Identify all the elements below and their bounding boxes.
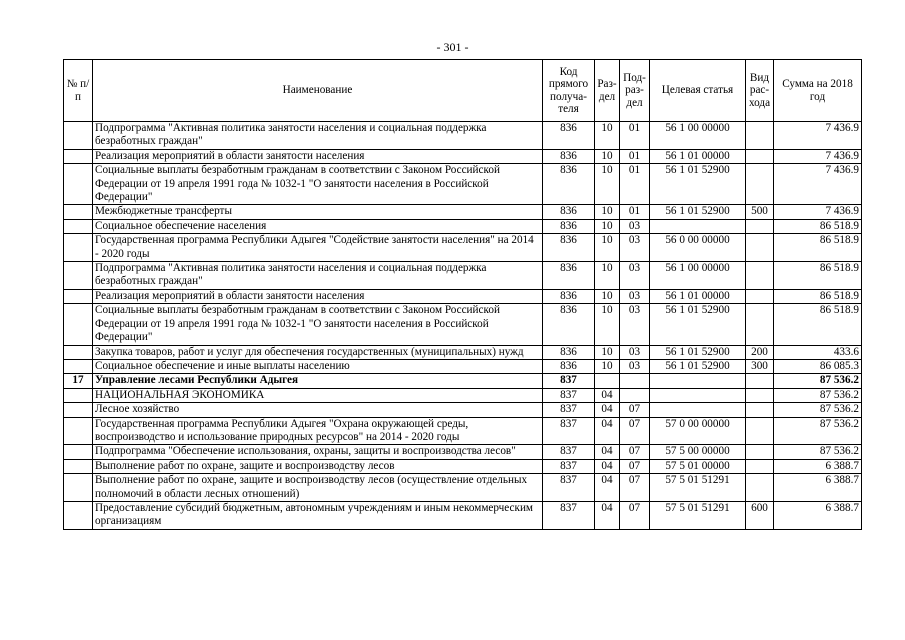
budget-table bbox=[63, 59, 862, 530]
row-target: 57 0 00 00000 bbox=[650, 417, 746, 445]
row-code: 837 bbox=[543, 501, 595, 529]
table-row bbox=[64, 219, 862, 233]
row-subsection: 07 bbox=[620, 417, 650, 445]
row-num bbox=[64, 164, 93, 205]
row-expense-type: 300 bbox=[746, 359, 774, 373]
row-target: 56 1 01 52900 bbox=[650, 304, 746, 345]
row-subsection bbox=[620, 388, 650, 402]
row-target: 56 1 01 52900 bbox=[650, 359, 746, 373]
row-expense-type bbox=[746, 459, 774, 473]
table-row bbox=[64, 122, 862, 150]
row-section: 04 bbox=[595, 474, 620, 502]
row-subsection: 03 bbox=[620, 219, 650, 233]
row-name: Реализация мероприятий в области занятости населения bbox=[93, 149, 543, 163]
row-expense-type bbox=[746, 445, 774, 459]
row-name: Лесное хозяйство bbox=[93, 403, 543, 417]
row-target: 56 0 00 00000 bbox=[650, 234, 746, 262]
row-code: 836 bbox=[543, 122, 595, 150]
row-amount: 7 436.9 bbox=[774, 205, 862, 219]
row-section: 10 bbox=[595, 122, 620, 150]
row-name: Выполнение работ по охране, защите и воспроизводству лесов bbox=[93, 459, 543, 473]
row-name: Подпрограмма "Активная политика занятости населения и социальная поддержка безработных граждан" bbox=[93, 122, 543, 150]
row-name: Закупка товаров, работ и услуг для обеспечения государственных (муниципальных) нужд bbox=[93, 345, 543, 359]
row-section: 10 bbox=[595, 219, 620, 233]
row-name: Подпрограмма "Обеспечение использования, охраны, защиты и воспроизводства лесов" bbox=[93, 445, 543, 459]
row-amount: 86 085.3 bbox=[774, 359, 862, 373]
row-num bbox=[64, 501, 93, 529]
row-code: 837 bbox=[543, 374, 595, 388]
table-row bbox=[64, 262, 862, 290]
row-subsection: 03 bbox=[620, 289, 650, 303]
table-row bbox=[64, 234, 862, 262]
row-subsection: 07 bbox=[620, 501, 650, 529]
row-code: 837 bbox=[543, 459, 595, 473]
row-amount: 87 536.2 bbox=[774, 403, 862, 417]
row-num bbox=[64, 234, 93, 262]
page-number: - 301 - bbox=[436, 40, 469, 54]
row-section: 04 bbox=[595, 459, 620, 473]
row-num bbox=[64, 403, 93, 417]
row-target: 56 1 00 00000 bbox=[650, 262, 746, 290]
row-subsection: 01 bbox=[620, 122, 650, 150]
row-expense-type bbox=[746, 122, 774, 150]
row-subsection: 03 bbox=[620, 359, 650, 373]
row-subsection: 07 bbox=[620, 459, 650, 473]
row-code: 836 bbox=[543, 289, 595, 303]
row-expense-type bbox=[746, 164, 774, 205]
row-code: 836 bbox=[543, 359, 595, 373]
row-num bbox=[64, 445, 93, 459]
row-amount: 87 536.2 bbox=[774, 374, 862, 388]
row-section: 04 bbox=[595, 403, 620, 417]
row-code: 837 bbox=[543, 474, 595, 502]
table-row bbox=[64, 501, 862, 529]
row-code: 836 bbox=[543, 219, 595, 233]
row-target: 57 5 00 00000 bbox=[650, 445, 746, 459]
row-name: Государственная программа Республики Адыгея "Охрана окружающей среды, воспроизводство и использование природных ресурсов" на 2014 - 2020 годы bbox=[93, 417, 543, 445]
row-code: 836 bbox=[543, 262, 595, 290]
row-target bbox=[650, 388, 746, 402]
row-name: Подпрограмма "Активная политика занятости населения и социальная поддержка безработных граждан" bbox=[93, 262, 543, 290]
row-code: 836 bbox=[543, 304, 595, 345]
row-section: 10 bbox=[595, 164, 620, 205]
row-subsection: 07 bbox=[620, 445, 650, 459]
table-body bbox=[64, 122, 862, 530]
row-subsection: 03 bbox=[620, 234, 650, 262]
row-amount: 7 436.9 bbox=[774, 149, 862, 163]
row-num bbox=[64, 359, 93, 373]
header-target: Целевая статья bbox=[650, 60, 746, 122]
row-section: 10 bbox=[595, 359, 620, 373]
row-target: 56 1 01 00000 bbox=[650, 289, 746, 303]
header-name: Наименование bbox=[93, 60, 543, 122]
row-target bbox=[650, 219, 746, 233]
row-subsection: 01 bbox=[620, 205, 650, 219]
row-target bbox=[650, 374, 746, 388]
row-expense-type bbox=[746, 403, 774, 417]
table-row bbox=[64, 388, 862, 402]
row-expense-type: 500 bbox=[746, 205, 774, 219]
row-amount: 86 518.9 bbox=[774, 234, 862, 262]
row-amount: 87 536.2 bbox=[774, 445, 862, 459]
row-num bbox=[64, 149, 93, 163]
row-name: Социальное обеспечение населения bbox=[93, 219, 543, 233]
row-code: 836 bbox=[543, 345, 595, 359]
row-subsection: 07 bbox=[620, 474, 650, 502]
row-num bbox=[64, 304, 93, 345]
table-row bbox=[64, 374, 862, 388]
row-code: 837 bbox=[543, 403, 595, 417]
row-name: Государственная программа Республики Адыгея "Содействие занятости населения" на 2014 - 2020 годы bbox=[93, 234, 543, 262]
row-section: 04 bbox=[595, 445, 620, 459]
header-section: Раз-дел bbox=[595, 60, 620, 122]
row-expense-type bbox=[746, 417, 774, 445]
row-amount: 7 436.9 bbox=[774, 122, 862, 150]
row-target: 56 1 01 52900 bbox=[650, 164, 746, 205]
row-section: 10 bbox=[595, 234, 620, 262]
row-num: 17 bbox=[64, 374, 93, 388]
row-expense-type bbox=[746, 289, 774, 303]
row-expense-type bbox=[746, 474, 774, 502]
header-expense-type: Вид рас-хода bbox=[746, 60, 774, 122]
row-name: Выполнение работ по охране, защите и воспроизводству лесов (осуществление отдельных полномочий в области лесных отношений) bbox=[93, 474, 543, 502]
row-name: Межбюджетные трансферты bbox=[93, 205, 543, 219]
table-row bbox=[64, 149, 862, 163]
row-subsection bbox=[620, 374, 650, 388]
row-amount: 6 388.7 bbox=[774, 501, 862, 529]
row-num bbox=[64, 219, 93, 233]
row-amount: 6 388.7 bbox=[774, 459, 862, 473]
header-subsection: Под-раз-дел bbox=[620, 60, 650, 122]
row-num bbox=[64, 345, 93, 359]
row-section: 10 bbox=[595, 149, 620, 163]
row-amount: 7 436.9 bbox=[774, 164, 862, 205]
row-target: 57 5 01 00000 bbox=[650, 459, 746, 473]
table-row bbox=[64, 304, 862, 345]
row-amount: 86 518.9 bbox=[774, 304, 862, 345]
row-amount: 86 518.9 bbox=[774, 289, 862, 303]
row-num bbox=[64, 205, 93, 219]
row-code: 837 bbox=[543, 445, 595, 459]
row-name: Реализация мероприятий в области занятости населения bbox=[93, 289, 543, 303]
row-section: 04 bbox=[595, 388, 620, 402]
table-row bbox=[64, 445, 862, 459]
row-expense-type bbox=[746, 234, 774, 262]
table-row bbox=[64, 205, 862, 219]
row-section: 10 bbox=[595, 262, 620, 290]
row-num bbox=[64, 388, 93, 402]
row-name: Социальные выплаты безработным гражданам в соответствии с Законом Российской Федерации от 19 апреля 1991 года № 1032-1 "О занятости населения в Российской Федерации" bbox=[93, 164, 543, 205]
row-section: 04 bbox=[595, 501, 620, 529]
row-expense-type bbox=[746, 388, 774, 402]
table-row bbox=[64, 417, 862, 445]
row-num bbox=[64, 474, 93, 502]
row-name: НАЦИОНАЛЬНАЯ ЭКОНОМИКА bbox=[93, 388, 543, 402]
row-expense-type bbox=[746, 219, 774, 233]
row-expense-type bbox=[746, 262, 774, 290]
table-header-row bbox=[64, 60, 862, 122]
table-row bbox=[64, 359, 862, 373]
row-expense-type bbox=[746, 304, 774, 345]
row-target: 56 1 01 52900 bbox=[650, 345, 746, 359]
row-name: Социальное обеспечение и иные выплаты населению bbox=[93, 359, 543, 373]
row-amount: 433.6 bbox=[774, 345, 862, 359]
row-subsection: 07 bbox=[620, 403, 650, 417]
row-subsection: 03 bbox=[620, 304, 650, 345]
header-num: № п/п bbox=[64, 60, 93, 122]
row-num bbox=[64, 289, 93, 303]
row-amount: 87 536.2 bbox=[774, 388, 862, 402]
row-code: 836 bbox=[543, 164, 595, 205]
table-row bbox=[64, 403, 862, 417]
row-code: 837 bbox=[543, 388, 595, 402]
row-section bbox=[595, 374, 620, 388]
row-code: 836 bbox=[543, 149, 595, 163]
row-amount: 86 518.9 bbox=[774, 219, 862, 233]
row-subsection: 03 bbox=[620, 262, 650, 290]
row-target bbox=[650, 403, 746, 417]
table-row bbox=[64, 459, 862, 473]
row-name: Социальные выплаты безработным гражданам в соответствии с Законом Российской Федерации от 19 апреля 1991 года № 1032-1 "О занятости населения в Российской Федерации" bbox=[93, 304, 543, 345]
row-expense-type: 200 bbox=[746, 345, 774, 359]
row-target: 56 1 01 52900 bbox=[650, 205, 746, 219]
row-section: 10 bbox=[595, 289, 620, 303]
row-name: Предоставление субсидий бюджетным, автономным учреждениям и иным некоммерческим организациям bbox=[93, 501, 543, 529]
row-code: 836 bbox=[543, 234, 595, 262]
header-amount: Сумма на 2018 год bbox=[774, 60, 862, 122]
row-section: 10 bbox=[595, 345, 620, 359]
row-subsection: 03 bbox=[620, 345, 650, 359]
table-row bbox=[64, 474, 862, 502]
row-name: Управление лесами Республики Адыгея bbox=[93, 374, 543, 388]
row-subsection: 01 bbox=[620, 164, 650, 205]
row-target: 56 1 01 00000 bbox=[650, 149, 746, 163]
row-num bbox=[64, 459, 93, 473]
row-amount: 87 536.2 bbox=[774, 417, 862, 445]
row-code: 837 bbox=[543, 417, 595, 445]
row-expense-type: 600 bbox=[746, 501, 774, 529]
row-num bbox=[64, 417, 93, 445]
row-target: 57 5 01 51291 bbox=[650, 474, 746, 502]
row-num bbox=[64, 262, 93, 290]
row-num bbox=[64, 122, 93, 150]
row-amount: 86 518.9 bbox=[774, 262, 862, 290]
row-target: 56 1 00 00000 bbox=[650, 122, 746, 150]
row-target: 57 5 01 51291 bbox=[650, 501, 746, 529]
row-code: 836 bbox=[543, 205, 595, 219]
row-section: 10 bbox=[595, 304, 620, 345]
row-section: 10 bbox=[595, 205, 620, 219]
table-row bbox=[64, 164, 862, 205]
row-amount: 6 388.7 bbox=[774, 474, 862, 502]
row-expense-type bbox=[746, 149, 774, 163]
row-expense-type bbox=[746, 374, 774, 388]
row-subsection: 01 bbox=[620, 149, 650, 163]
header-code: Код прямого получа-теля bbox=[543, 60, 595, 122]
row-section: 04 bbox=[595, 417, 620, 445]
table-row bbox=[64, 345, 862, 359]
table-row bbox=[64, 289, 862, 303]
